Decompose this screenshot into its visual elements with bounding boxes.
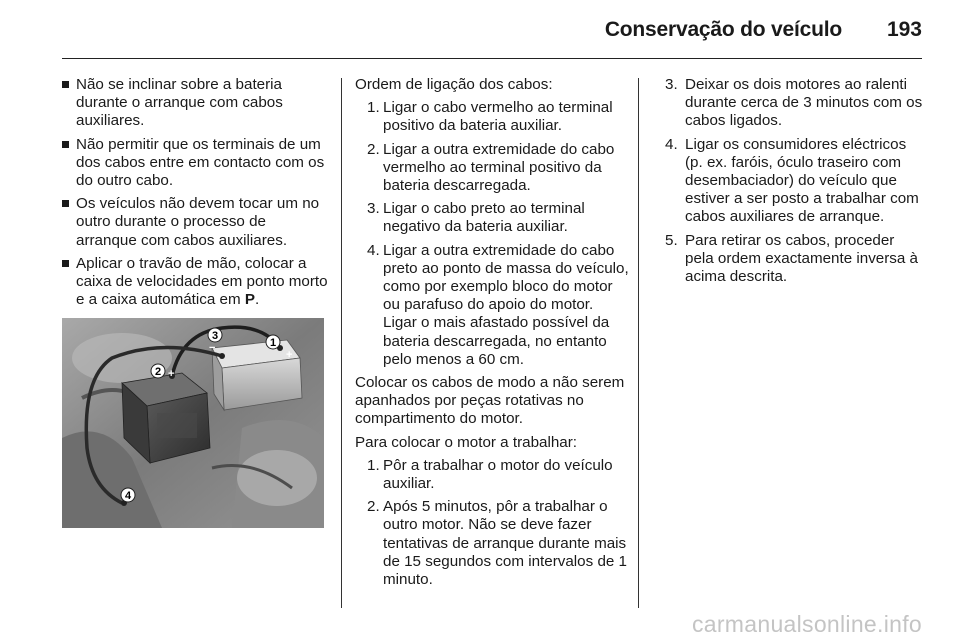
square-bullet-icon bbox=[62, 141, 69, 148]
svg-text:3: 3 bbox=[211, 330, 219, 342]
bullet-item: Aplicar o travão de mão, colocar a caixa de velocidades em ponto morto e a caixa automática em P. bbox=[62, 255, 328, 310]
bullet-item: Os veículos não devem tocar um no outro durante o processo de arranque com cabos auxiliares. bbox=[62, 195, 328, 250]
list-item: 5. Para retirar os cabos, proceder pela ordem exactamente inversa à acima descrita. bbox=[665, 231, 919, 286]
header-divider bbox=[62, 58, 922, 59]
list-item: 1. Pôr a trabalhar o motor do veículo auxiliar. bbox=[367, 456, 613, 493]
column-2 bbox=[355, 76, 630, 594]
callout-4 bbox=[121, 488, 135, 502]
square-bullet-icon bbox=[62, 260, 69, 267]
plus-sign: + bbox=[286, 349, 293, 361]
list-item: 4. Ligar os consumidores eléctricos (p. ex. faróis, óculo traseiro com desembaciador) do veículo que estiver a ser posto a trabalhar com cabos auxiliares de arranque. bbox=[665, 135, 919, 226]
connection-order-heading: Ordem de ligação dos cabos: bbox=[355, 76, 553, 93]
column-divider-1 bbox=[341, 78, 342, 608]
list-item: 3. Ligar o cabo preto ao terminal negativo da bateria auxiliar. bbox=[367, 200, 585, 236]
column-3 bbox=[665, 76, 923, 291]
watermark: carmanualsonline.info bbox=[691, 611, 922, 637]
svg-text:2: 2 bbox=[154, 366, 162, 378]
svg-text:1: 1 bbox=[269, 337, 277, 349]
list-item: 1. Ligar o cabo vermelho ao terminal positivo da bateria auxiliar. bbox=[367, 99, 613, 135]
engine-start-steps-list bbox=[355, 457, 630, 589]
bullet-item: Não se inclinar sobre a bateria durante o arranque com cabos auxiliares. bbox=[62, 76, 328, 131]
cable-routing-note: Colocar os cabos de modo a não serem apanhados por peças rotativas no compartimento do motor. bbox=[355, 374, 625, 428]
plus-sign-2: + bbox=[168, 368, 175, 380]
safety-bullet-list bbox=[62, 76, 328, 309]
page-number: 193 bbox=[886, 18, 922, 41]
engine-bay-figure bbox=[62, 318, 324, 528]
bullet-item: Não permitir que os terminais de um dos cabos entre em contacto com os do outro cabo. bbox=[62, 136, 328, 191]
list-item: 2. Ligar a outra extremidade do cabo vermelho ao terminal positivo da bateria descarregada. bbox=[367, 140, 615, 195]
column-1 bbox=[62, 76, 328, 314]
continued-steps-list bbox=[665, 76, 923, 286]
svg-text:4: 4 bbox=[124, 490, 132, 502]
square-bullet-icon bbox=[62, 81, 69, 88]
list-item: 2. Após 5 minutos, pôr a trabalhar o outro motor. Não se deve fazer tentativas de arranque durante mais de 15 segundos com intervalos de 1 minuto. bbox=[367, 498, 628, 589]
list-item: 4. Ligar a outra extremidade do cabo preto ao ponto de massa do veículo, como por exemplo bloco do motor ou parafuso do apoio do motor. Ligar o mais afastado possível da bateria descarregada, no entanto pelo menos a 60 cm. bbox=[367, 241, 629, 368]
engine-start-heading: Para colocar o motor a trabalhar: bbox=[355, 433, 578, 451]
minus-sign: − bbox=[209, 342, 216, 354]
column-divider-2 bbox=[638, 78, 639, 608]
page-title: Conservação do veículo bbox=[604, 18, 842, 41]
engine-bay-illustration bbox=[62, 318, 324, 528]
list-item: 3. Deixar os dois motores ao ralenti durante cerca de 3 minutos com os cabos ligados. bbox=[665, 76, 923, 130]
gear-position-label: P bbox=[244, 291, 255, 309]
square-bullet-icon bbox=[62, 200, 69, 207]
connection-steps-list bbox=[355, 99, 630, 369]
